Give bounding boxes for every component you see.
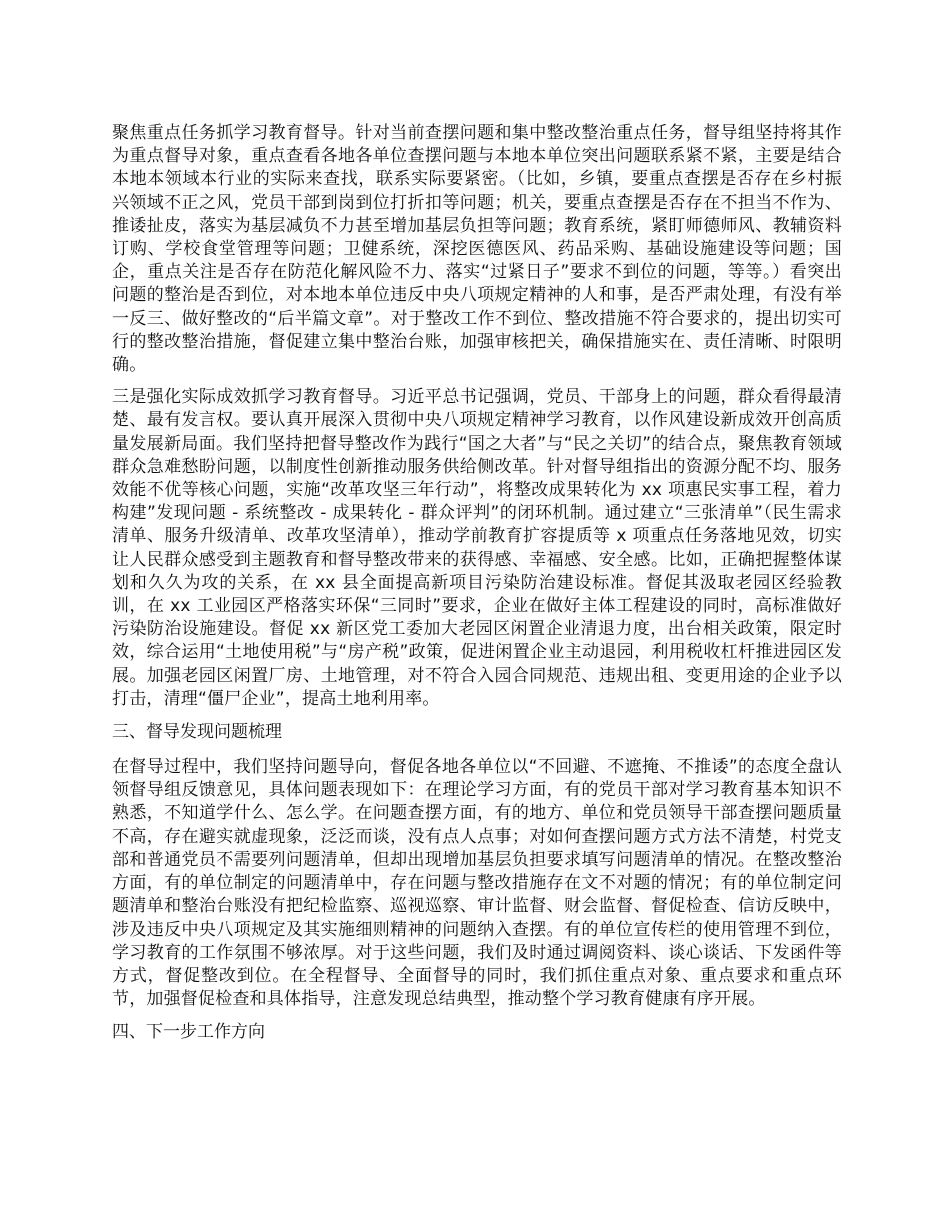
section-heading-problems-found: 三、督导发现问题梳理 <box>112 722 282 743</box>
paragraph-practical-results-supervision: 三是强化实际成效抓学习教育督导。习近平总书记强调，党员、干部身上的问题，群众看得最清楚、最有发言权。要认真开展深入贯彻中央八项规定精神学习教育，以作风建设新成效开创高质量发展新局面。我们坚持把督导整改作为践行“国之大者”与“民之关切”的结合点，聚焦教育领域群众急难愁盼问题，以制度性创新推动服务供给侧改革。针对督导组指出的资源分配不均、服务效能不优等核心问题，实施“改革攻坚三年行动”，将整改成果转化为 xx 项惠民实事工程，着力构建”发现问题 - 系统整改 - 成果转化 - 群众评判”的闭环机制。通过建立“三张清单”（民生需求清单、服务升级清单、改革攻坚清单），推动学前教育扩容提质等 x 项重点任务落地见效，切实让人民群众感受到主题教育和督导整改带来的获得感、幸福感、安全感。比如，正确把握整体谋划和久久为攻的关系，在 xx 县全面提高新项目污染防治建设标准。督促其汲取老园区经验教训，在 xx 工业园区严格落实环保“三同时”要求，企业在做好主体工程建设的同时，高标准做好污染防治设施建设。督促 xx 新区党工委加大老园区闲置企业清退力度，出台相关政策，限定时效，综合运用“土地使用税”与“房产税”政策，促进闲置企业主动退园，利用税收杠杆推进园区发展。加强老园区闲置厂房、土地管理，对不符合入园合同规范、违规出租、变更用途的企业予以打击，清理“僵尸企业”，提高土地利用率。 <box>112 387 842 709</box>
document-page <box>112 122 842 1056</box>
paragraph-problems-found: 在督导过程中，我们坚持问题导向，督促各地各单位以“不回避、不遮掩、不推诿”的态度全盘认领督导组反馈意见，具体问题表现如下：在理论学习方面，有的党员干部对学习教育基本知识不熟悉，不知道学什么、怎么学。在问题查摆方面，有的地方、单位和党员领导干部查摆问题质量不高，存在避实就虚现象，泛泛而谈，没有点人点事；对如何查摆问题方式方法不清楚，村党支部和普通党员不需要列问题清单，但却出现增加基层负担要求填写问题清单的情况。在整改整治方面，有的单位制定的问题清单中，存在问题与整改措施存在文不对题的情况；有的单位制定问题清单和整治台账没有把纪检监察、巡视巡察、审计监督、财会监督、督促检查、信访反映中，涉及违反中央八项规定及其实施细则精神的问题纳入查摆。有的单位宣传栏的使用管理不到位，学习教育的工作氛围不够浓厚。对于这些问题，我们及时通过调阅资料、谈心谈话、下发函件等方式，督促整改到位。在全程督导、全面督导的同时，我们抓住重点对象、重点要求和重点环节，加强督促检查和具体指导，注意发现总结典型，推动整个学习教育健康有序开展。 <box>112 757 842 1010</box>
paragraph-key-tasks-supervision: 聚焦重点任务抓学习教育督导。针对当前查摆问题和集中整改整治重点任务，督导组坚持将其作为重点督导对象，重点查看各地各单位查摆问题与本地本单位突出问题联系紧不紧，主要是结合本地本领域本行业的实际来查找，联系实际要紧密。（比如，乡镇，要重点查摆是否存在乡村振兴领域不正之风，党员干部到岗到位打折扣等问题；机关，要重点查摆是否存在不担当不作为、推诿扯皮，落实为基层减负不力甚至增加基层负担等问题；教育系统，紧盯师德师风、教辅资料订购、学校食堂管理等问题；卫健系统，深挖医德医风、药品采购、基础设施建设等问题；国企，重点关注是否存在防范化解风险不力、落实“过紧日子”要求不到位的问题，等等。）看突出问题的整治是否到位，对本地本单位违反中央八项规定精神的人和事，是否严肃处理，有没有举一反三、做好整改的“后半篇文章”。对于整改工作不到位、整改措施不符合要求的，提出切实可行的整改整治措施，督促建立集中整治台账，加强审核把关，确保措施实在、责任清晰、时限明确。 <box>112 123 842 376</box>
section-heading-next-steps: 四、下一步工作方向 <box>112 1022 265 1043</box>
